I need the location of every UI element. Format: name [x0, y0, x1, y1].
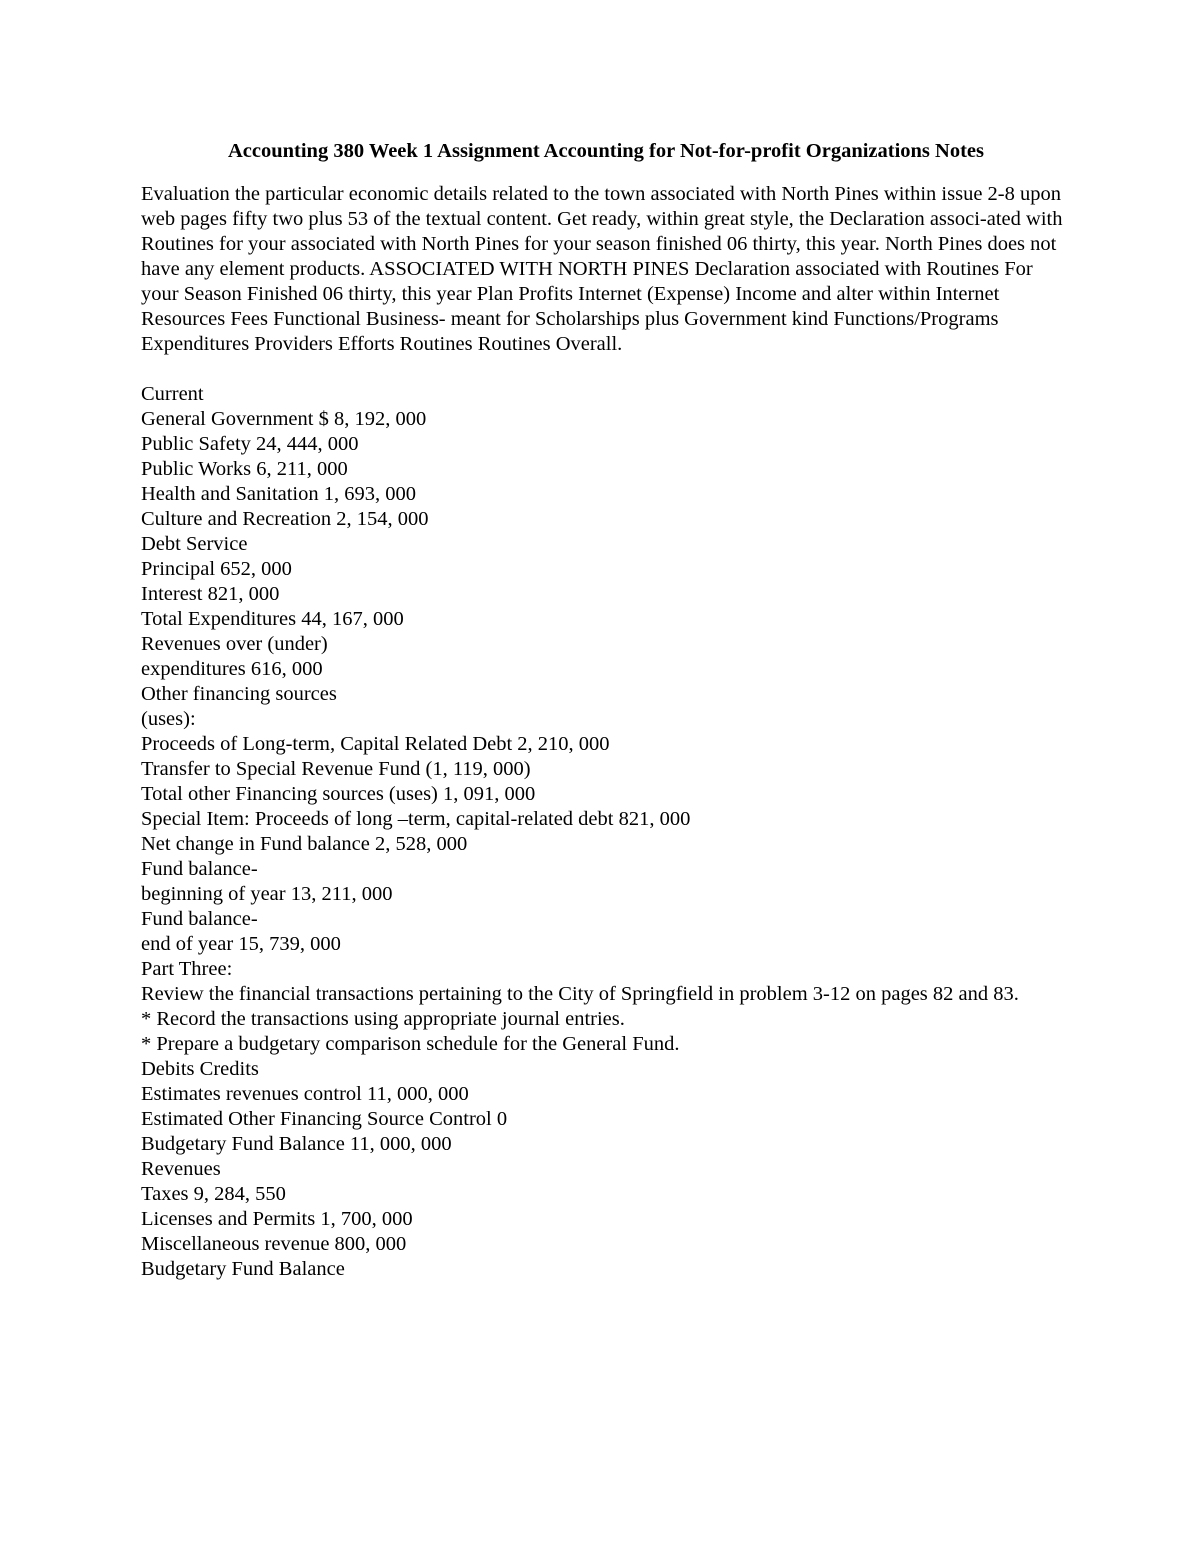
text-line: Principal 652, 000 [141, 558, 292, 580]
text-line: Fund balance- [141, 858, 258, 880]
text-line: * Prepare a budgetary comparison schedule for the General Fund. [141, 1033, 680, 1055]
text-line: Culture and Recreation 2, 154, 000 [141, 508, 429, 530]
text-line: Revenues over (under) [141, 633, 328, 655]
text-line: Debits Credits [141, 1058, 259, 1080]
text-line: Estimates revenues control 11, 000, 000 [141, 1083, 469, 1105]
text-line: Review the financial transactions pertaining to the City of Springfield in problem 3-12 on pages 82 and 83. [141, 983, 1019, 1005]
text-line: * Record the transactions using appropriate journal entries. [141, 1008, 625, 1030]
text-line: Health and Sanitation 1, 693, 000 [141, 483, 416, 505]
text-line: Part Three: [141, 958, 233, 980]
statement-lines [141, 382, 1071, 1282]
text-line: Proceeds of Long-term, Capital Related Debt 2, 210, 000 [141, 733, 610, 755]
document-body [141, 138, 1071, 1282]
text-line: Budgetary Fund Balance 11, 000, 000 [141, 1133, 452, 1155]
intro-paragraph: Evaluation the particular economic details related to the town associated with North Pines within issue 2-8 upon web pages fifty two plus 53 of the textual content. Get ready, within great style, the Declaration associ-ated with Routines for your associated with North Pines for your season finished 06 thirty, this year. North Pines does not have any element products. ASSOCIATED WITH NORTH PINES Declaration associated with Routines For your Season Finished 06 thirty, this year Plan Profits Internet (Expense) Income and alter within Internet Resources Fees Functional Business- meant for Scholarships plus Government kind Functions/Programs Expenditures Providers Efforts Routines Routines Overall. [141, 183, 1063, 355]
text-line: Current [141, 383, 204, 405]
text-line: Revenues [141, 1158, 221, 1180]
text-line: Transfer to Special Revenue Fund (1, 119, 000) [141, 758, 531, 780]
text-line: Public Works 6, 211, 000 [141, 458, 348, 480]
text-line: Fund balance- [141, 908, 258, 930]
text-line: Estimated Other Financing Source Control 0 [141, 1108, 508, 1130]
document-title: Accounting 380 Week 1 Assignment Accounting for Not-for-profit Organizations Notes [227, 140, 984, 162]
text-line: Public Safety 24, 444, 000 [141, 433, 359, 455]
text-line: Other financing sources [141, 683, 337, 705]
text-line: Taxes 9, 284, 550 [141, 1183, 286, 1205]
text-line: Debt Service [141, 533, 248, 555]
text-line: (uses): [141, 708, 196, 730]
text-line: end of year 15, 739, 000 [141, 933, 341, 955]
text-line: Licenses and Permits 1, 700, 000 [141, 1208, 413, 1230]
text-line: General Government $ 8, 192, 000 [141, 408, 427, 430]
text-line: expenditures 616, 000 [141, 658, 323, 680]
text-line: Total Expenditures 44, 167, 000 [141, 608, 404, 630]
text-line: Total other Financing sources (uses) 1, 091, 000 [141, 783, 536, 805]
paragraph-gap [141, 357, 1071, 382]
text-line: Budgetary Fund Balance [141, 1258, 345, 1280]
text-line: Net change in Fund balance 2, 528, 000 [141, 833, 468, 855]
text-line: Special Item: Proceeds of long –term, capital-related debt 821, 000 [141, 808, 691, 830]
text-line: Interest 821, 000 [141, 583, 280, 605]
text-line: Miscellaneous revenue 800, 000 [141, 1233, 407, 1255]
text-line: beginning of year 13, 211, 000 [141, 883, 393, 905]
